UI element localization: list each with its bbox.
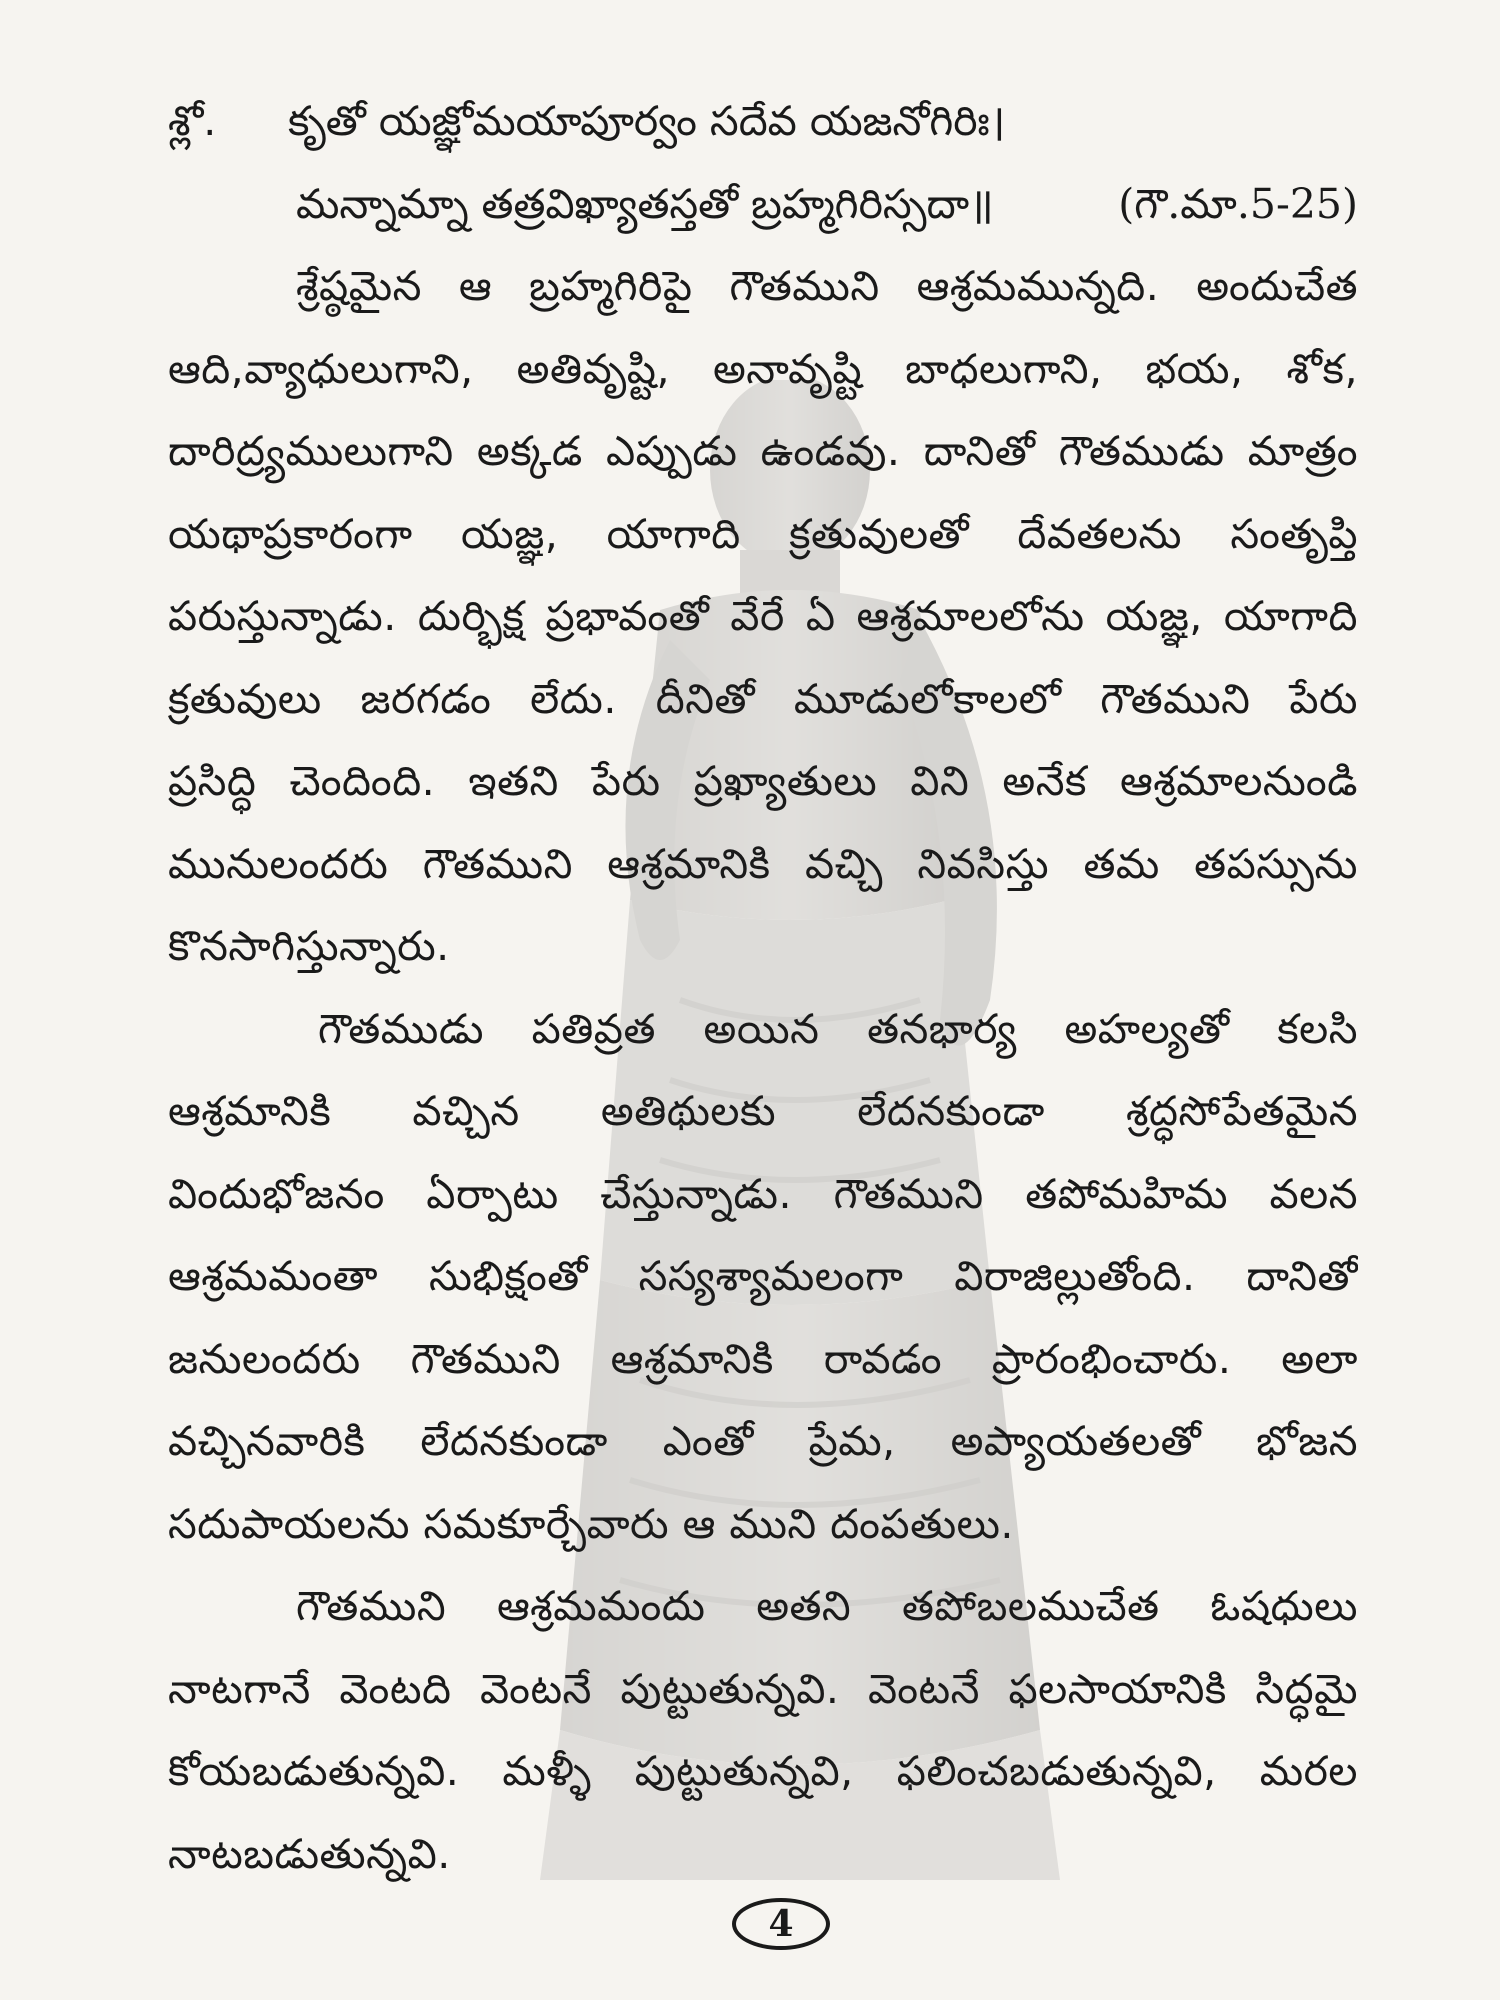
verse-line-2 (168, 163, 1358, 246)
paragraph-1 (168, 245, 1358, 988)
paragraph-line: క్రతువులు జరగడం లేదు. దీనితో మూడులోకాలలో గౌతముని పేరు (168, 674, 1358, 723)
paragraph-line: శ్రేష్ఠమైన ఆ బ్రహ్మగిరిపై గౌతముని ఆశ్రమమున్నది. అందుచేత (296, 262, 1358, 310)
paragraph-line: నాటగానే వెంటది వెంటనే పుట్టుతున్నవి. వెంటనే ఫలసాయానికి సిద్ధమై (168, 1664, 1358, 1713)
verse-text-2: మన్నామ్నా తత్రవిఖ్యాతస్తతో బ్రహ్మగిరిస్సదా॥ (296, 179, 994, 228)
paragraph-line: విందుభోజనం ఏర్పాటు చేస్తున్నాడు. గౌతముని తపోమహిమ వలన (168, 1169, 1358, 1218)
paragraph-line: వచ్చినవారికి లేదనకుండా ఎంతో ప్రేమ, అప్యాయతలతో భోజన (168, 1417, 1358, 1465)
paragraph-line: ఆశ్రమానికి వచ్చిన అతిథులకు లేదనకుండా శ్రద్ధసోపేతమైన (168, 1087, 1358, 1135)
paragraph-line: గౌతముని ఆశ్రమమందు అతని తపోబలముచేత ఓషధులు (296, 1582, 1358, 1630)
paragraph-line: కొనసాగిస్తున్నారు. (168, 922, 450, 970)
paragraph-line: సదుపాయలను సమకూర్చేవారు ఆ ముని దంపతులు. (168, 1499, 1014, 1548)
verse-reference: (గౌ.మా.5-25) (1118, 179, 1358, 228)
paragraph-line: జనులందరు గౌతముని ఆశ్రమానికి రావడం ప్రారంభించారు. అలా (168, 1334, 1358, 1383)
paragraph-line: యథాప్రకారంగా యజ్ఞ, యాగాది క్రతువులతో దేవతలను సంతృప్తి (168, 509, 1358, 558)
verse-text-1: కృతో యజ్ఞోమయాపూర్వం సదేవ యజనోగిరిః। (288, 97, 1006, 145)
paragraph-line: దారిద్ర్యములుగాని అక్కడ ఎప్పుడు ఉండవు. దానితో గౌతముడు మాత్రం (168, 427, 1358, 475)
verse-label: శ్లో. (168, 97, 217, 145)
paragraph-line: గౌతముడు పతివ్రత అయిన తనభార్య అహల్యతో కలసి (318, 1004, 1358, 1053)
paragraph-2 (168, 988, 1358, 1566)
paragraph-line: ప్రసిద్ధి చెందింది. ఇతని పేరు ప్రఖ్యాతులు విని అనేక ఆశ్రమాలనుండి (168, 757, 1358, 805)
paragraph-line: కోయబడుతున్నవి. మళ్ళీ పుట్టుతున్నవి, ఫలించబడుతున్నవి, మరల (168, 1747, 1358, 1795)
paragraph-line: మునులందరు గౌతముని ఆశ్రమానికి వచ్చి నివసిస్తు తమ తపస్సును (168, 839, 1358, 888)
text-block (168, 80, 1358, 1895)
paragraph-line: ఆశ్రమమంతా సుభిక్షంతో సస్యశ్యామలంగా విరాజిల్లుతోంది. దానితో (168, 1252, 1358, 1300)
paragraph-3 (168, 1565, 1358, 1895)
paragraph-line: పరుస్తున్నాడు. దుర్భిక్ష ప్రభావంతో వేరే ఏ ఆశ్రమాలలోను యజ్ఞ, యాగాది (168, 592, 1358, 640)
paragraph-line: నాటబడుతున్నవి. (168, 1829, 451, 1878)
page-number: 4 (732, 1898, 830, 1950)
paragraph-line: ఆది,వ్యాధులుగాని, అతివృష్టి, అనావృష్టి బాధలుగాని, భయ, శోక, (168, 344, 1358, 393)
verse-line-1 (168, 80, 1358, 163)
